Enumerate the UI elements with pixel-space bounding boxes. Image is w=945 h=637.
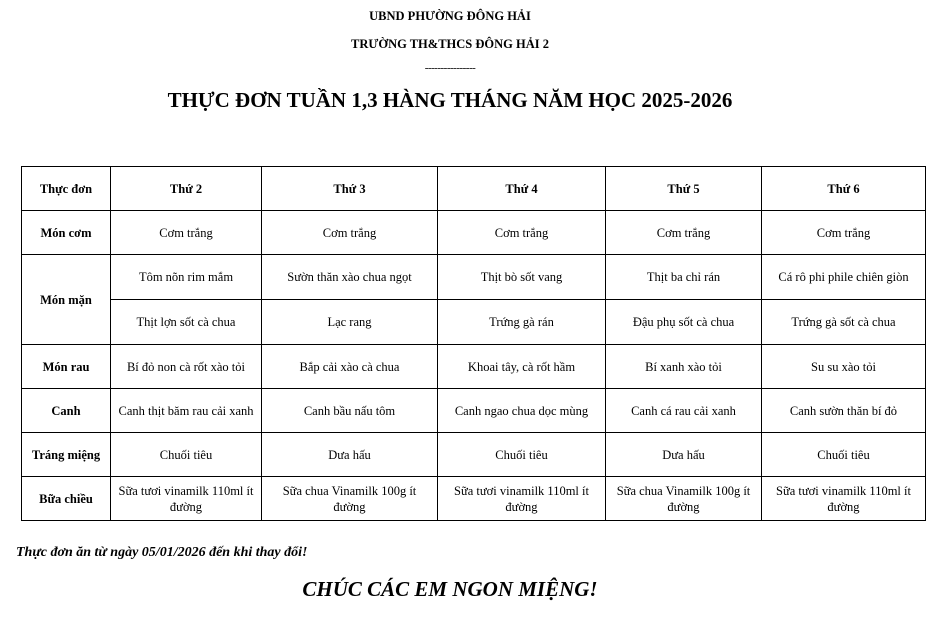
day-header: Thứ 5 [606,167,762,211]
menu-cell: Sữa tươi vinamilk 110ml ít đường [762,477,926,521]
document-title: THỰC ĐƠN TUẦN 1,3 HÀNG THÁNG NĂM HỌC 2025-2026 [167,88,733,112]
menu-cell: Thịt ba chỉ rán [606,255,762,300]
menu-cell: Sữa tươi vinamilk 110ml ít đường [438,477,606,521]
menu-cell: Trứng gà rán [438,300,606,345]
menu-cell: Lạc rang [262,300,438,345]
menu-cell: Canh sườn thăn bí đỏ [762,389,926,433]
school-name: TRƯỜNG TH&THCS ĐÔNG HẢI 2 [351,37,549,51]
row-label: Món rau [22,345,111,389]
row-label: Món mặn [22,255,111,345]
menu-cell: Sườn thăn xào chua ngọt [262,255,438,300]
menu-cell: Cá rô phi phile chiên giòn [762,255,926,300]
row-label: Tráng miệng [22,433,111,477]
menu-cell: Sữa chua Vinamilk 100g ít đường [606,477,762,521]
menu-cell: Sữa tươi vinamilk 110ml ít đường [111,477,262,521]
menu-cell: Chuối tiêu [438,433,606,477]
table-row [22,345,926,389]
corner-header: Thực đơn [22,167,111,211]
menu-cell: Tôm nõn rim mắm [111,255,262,300]
menu-cell: Cơm trắng [262,211,438,255]
row-label: Canh [22,389,111,433]
day-header: Thứ 4 [438,167,606,211]
menu-cell: Dưa hấu [606,433,762,477]
row-label: Món cơm [22,211,111,255]
menu-cell: Chuối tiêu [111,433,262,477]
menu-cell: Cơm trắng [762,211,926,255]
menu-cell: Canh cá rau cải xanh [606,389,762,433]
menu-cell: Đậu phụ sốt cà chua [606,300,762,345]
table-row [22,211,926,255]
menu-cell: Trứng gà sốt cà chua [762,300,926,345]
menu-cell: Thịt bò sốt vang [438,255,606,300]
header-row [22,167,926,211]
menu-cell: Thịt lợn sốt cà chua [111,300,262,345]
menu-cell: Cơm trắng [111,211,262,255]
closing-message: CHÚC CÁC EM NGON MIỆNG! [302,577,598,601]
menu-cell: Bí đỏ non cà rốt xào tỏi [111,345,262,389]
menu-cell: Chuối tiêu [762,433,926,477]
separator-line: ---------------- [424,62,476,74]
menu-cell: Dưa hấu [262,433,438,477]
organization-name: UBND PHƯỜNG ĐÔNG HẢI [369,9,531,23]
menu-cell: Canh ngao chua dọc mùng [438,389,606,433]
menu-cell: Canh thịt băm rau cải xanh [111,389,262,433]
row-label: Bữa chiều [22,477,111,521]
day-header: Thứ 6 [762,167,926,211]
menu-cell: Bí xanh xào tỏi [606,345,762,389]
menu-table [21,166,926,521]
table-row [22,433,926,477]
menu-cell: Bắp cải xào cà chua [262,345,438,389]
menu-cell: Sữa chua Vinamilk 100g ít đường [262,477,438,521]
menu-cell: Cơm trắng [606,211,762,255]
menu-cell: Cơm trắng [438,211,606,255]
table-row [22,300,926,345]
menu-cell: Su su xào tỏi [762,345,926,389]
menu-cell: Canh bầu nấu tôm [262,389,438,433]
table-row [22,477,926,521]
validity-note: Thực đơn ăn từ ngày 05/01/2026 đến khi thay đổi! [16,545,308,560]
menu-cell: Khoai tây, cà rốt hầm [438,345,606,389]
day-header: Thứ 3 [262,167,438,211]
day-header: Thứ 2 [111,167,262,211]
table-row [22,389,926,433]
table-row [22,255,926,300]
